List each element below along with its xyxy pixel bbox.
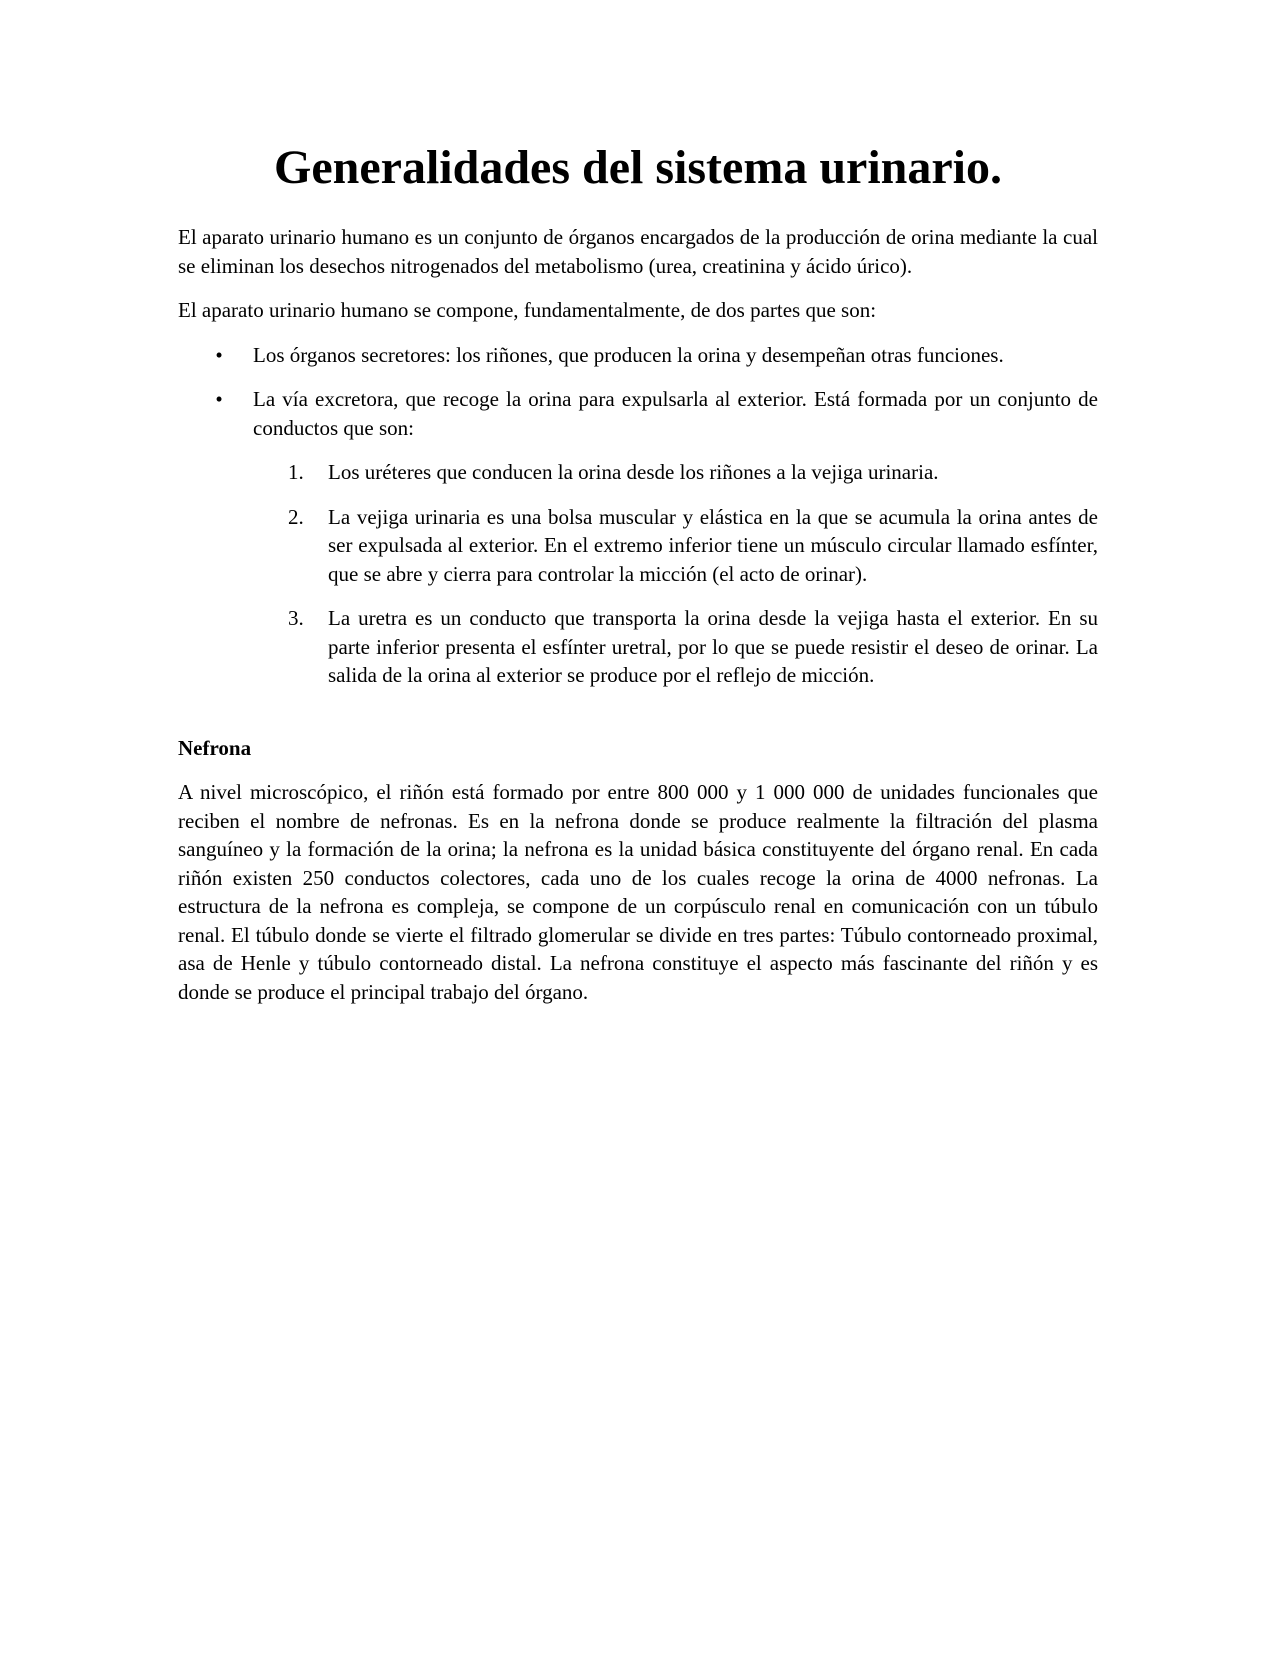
parts-bullet-list: [178, 341, 1098, 443]
numbered-item-bladder: [178, 503, 1098, 589]
nephron-paragraph: A nivel microscópico, el riñón está formado por entre 800 000 y 1 000 000 de unidades funcionales que reciben el nombre de nefronas. Es en la nefrona donde se produce realmente la filtración del plasma sanguíneo y la formación de la orina; la nefrona es la unidad básica constituyente del órgano renal. En cada riñón existen 250 conductos colectores, cada uno de los cuales recoge la orina de 4000 nefronas. La estructura de la nefrona es compleja, se compone de un corpúsculo renal en comunicación con un túbulo renal. El túbulo donde se vierte el filtrado glomerular se divide en tres partes: Túbulo contorneado proximal, asa de Henle y túbulo contorneado distal. La nefrona constituye el aspecto más fascinante del riñón y es donde se produce el principal trabajo del órgano.: [178, 780, 1098, 1004]
bullet-text: La vía excretora, que recoge la orina para expulsarla al exterior. Está formada por un conjunto de conductos que son:: [253, 387, 1098, 440]
numbered-item-urethra: [178, 604, 1098, 690]
document-page: [178, 140, 1098, 1022]
section-heading-nefrona: Nefrona: [178, 735, 252, 760]
list-number: 3.: [288, 606, 304, 631]
numbered-item-ureters: [178, 458, 1098, 487]
page-title: Generalidades del sistema urinario.: [274, 141, 1002, 194]
bullet-icon: •: [215, 342, 223, 367]
list-number: 1.: [288, 460, 304, 485]
bullet-item-excretory-pathway: [178, 385, 1098, 442]
list-item-text: Los uréteres que conducen la orina desde los riñones a la vejiga urinaria.: [328, 460, 939, 485]
list-item-text: La uretra es un conducto que transporta la orina desde la vejiga hasta el exterior. En su parte inferior presenta el esfínter uretral, por lo que se puede resistir el deseo de orinar. La salida de la orina al exterior se produce por el reflejo de micción.: [328, 606, 1098, 688]
ducts-numbered-list: [178, 458, 1098, 690]
list-item-text: La vejiga urinaria es una bolsa muscular y elástica en la que se acumula la orina antes de ser expulsada al exterior. En el extremo inferior tiene un músculo circular llamado esfínter, que se abre y cierra para controlar la micción (el acto de orinar).: [328, 504, 1098, 586]
parts-intro-paragraph: El aparato urinario humano se compone, fundamentalmente, de dos partes que son:: [178, 298, 877, 323]
bullet-icon: •: [215, 387, 223, 412]
bullet-text: Los órganos secretores: los riñones, que producen la orina y desempeñan otras funciones.: [253, 342, 1004, 367]
list-number: 2.: [288, 504, 304, 529]
bullet-item-secretory-organs: [178, 341, 1098, 370]
intro-paragraph: El aparato urinario humano es un conjunto de órganos encargados de la producción de orina mediante la cual se eliminan los desechos nitrogenados del metabolismo (urea, creatinina y ácido úrico).: [178, 225, 1098, 278]
